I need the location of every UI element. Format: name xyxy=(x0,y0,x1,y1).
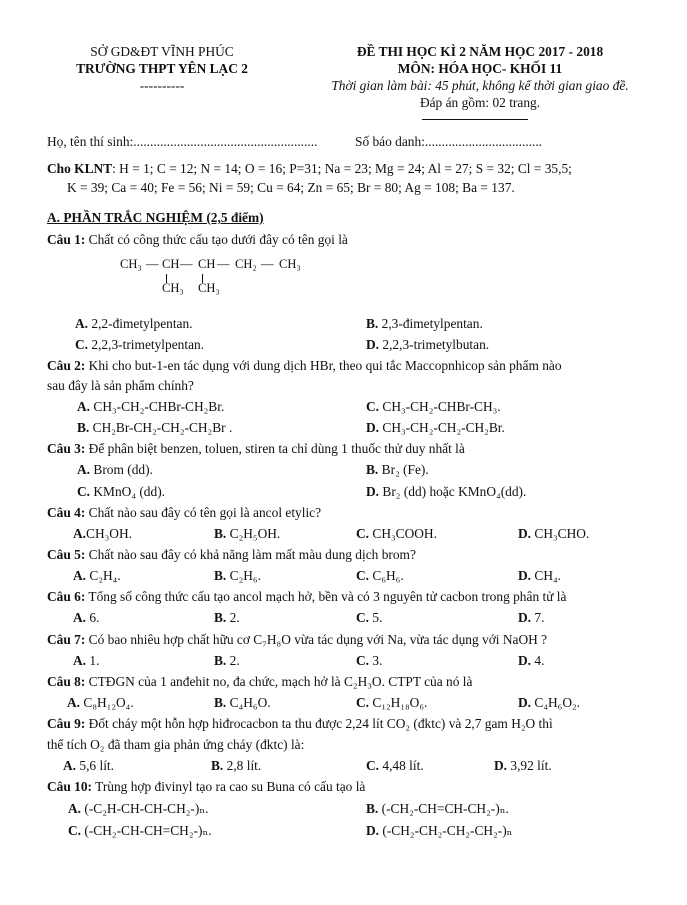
question-3: Câu 3: Để phân biệt benzen, toluen, stiren ta chỉ dùng 1 thuốc thử duy nhất là xyxy=(47,441,465,456)
q2-option-c[interactable]: C. CH₃-CH₂-CHBr-CH₃. xyxy=(366,399,501,414)
q3-option-d[interactable]: D. Br₂ (dd) hoặc KMnO₄(dd). xyxy=(366,484,527,499)
question-10: Câu 10: Trùng hợp đivinyl tạo ra cao su Buna có cấu tạo là xyxy=(47,779,366,794)
exam-title: ĐỀ THI HỌC KÌ 2 NĂM HỌC 2017 - 2018 xyxy=(356,44,604,59)
student-name-field: Họ, tên thí sinh:....................................................... xyxy=(47,134,318,149)
struct-ch2: CH₂ xyxy=(235,257,257,271)
q8-option-d[interactable]: D. C₄H₆O₂. xyxy=(518,695,581,710)
exam-time: Thời gian làm bài: 45 phút, không kể thời gian giao đề. xyxy=(331,78,629,93)
q6-option-d[interactable]: D. 7. xyxy=(518,610,545,625)
q9-option-c[interactable]: C. 4,48 lít. xyxy=(366,758,424,773)
q1-option-c[interactable]: C. 2,2,3-trimetylpentan. xyxy=(75,337,205,352)
q4-option-d[interactable]: D. CH₃CHO. xyxy=(518,526,590,541)
q5-option-d[interactable]: D. CH₄. xyxy=(518,568,562,583)
q2-option-a[interactable]: A. CH₃-CH₂-CHBr-CH₂Br. xyxy=(77,399,225,414)
struct-sub-ch3-1: CH₃ xyxy=(162,281,184,295)
q9-option-d[interactable]: D. 3,92 lít. xyxy=(494,758,552,773)
question-1: Câu 1: Chất có công thức cấu tạo dưới đây có tên gọi là xyxy=(47,232,348,247)
q5-option-a[interactable]: A. C₂H₄. xyxy=(73,568,121,583)
q4-option-a[interactable]: A.CH₃OH. xyxy=(73,526,132,541)
school-name: TRƯỜNG THPT YÊN LẠC 2 xyxy=(76,61,248,76)
department-name: SỞ GD&ĐT VĨNH PHÚC xyxy=(90,44,234,59)
question-8: Câu 8: CTĐGN của 1 anđehit no, đa chức, mạch hở là C₂H₃O. CTPT của nó là xyxy=(47,674,473,689)
q10-option-d[interactable]: D. (-CH₂-CH₂-CH₂-CH₂-)ₙ xyxy=(366,823,513,838)
q5-option-b[interactable]: B. C₂H₆. xyxy=(214,568,261,583)
q1-option-a[interactable]: A. 2,2-đimetylpentan. xyxy=(75,316,193,331)
question-9-cont: thể tích O₂ đã tham gia phản ứng cháy (đktc) là: xyxy=(47,737,305,752)
question-4: Câu 4: Chất nào sau đây có tên gọi là ancol etylic? xyxy=(47,505,322,520)
exam-subject: MÔN: HÓA HỌC- KHỐI 11 xyxy=(397,61,563,76)
question-2-cont: sau đây là sản phẩm chính? xyxy=(47,378,194,393)
atomic-mass-line-1: Cho KLNT: H = 1; C = 12; N = 14; O = 16; P=31; Na = 23; Mg = 24; Al = 27; S = 32; Cl = 35,5; xyxy=(47,161,572,176)
question-5: Câu 5: Chất nào sau đây có khả năng làm mất màu dung dịch brom? xyxy=(47,547,416,562)
q7-option-d[interactable]: D. 4. xyxy=(518,653,545,668)
q3-option-a[interactable]: A. Brom (dd). xyxy=(77,462,153,477)
q9-option-a[interactable]: A. 5,6 lít. xyxy=(63,758,114,773)
q6-option-a[interactable]: A. 6. xyxy=(73,610,100,625)
struct-ch-2: CH xyxy=(198,257,216,271)
q4-option-b[interactable]: B. C₂H₅OH. xyxy=(214,526,281,541)
q8-option-a[interactable]: A. C₈H₁₂O₄. xyxy=(67,695,134,710)
q10-option-c[interactable]: C. (-CH₂-CH-CH=CH₂-)ₙ. xyxy=(68,823,212,838)
q6-option-c[interactable]: C. 5. xyxy=(356,610,383,625)
section-a-heading: A. PHẦN TRẮC NGHIỆM (2,5 điểm) xyxy=(47,210,264,225)
struct-ch3-right: CH₃ xyxy=(279,257,301,271)
header-rule xyxy=(422,119,528,120)
question-2: Câu 2: Khi cho but-1-en tác dụng với dung dịch HBr, theo qui tắc Maccopnhicop sản phẩm nào xyxy=(47,358,562,373)
question-6: Câu 6: Tổng số công thức cấu tạo ancol mạch hở, bền và có 3 nguyên tử cacbon trong phân tử là xyxy=(47,589,567,604)
header-dashes: ---------- xyxy=(139,78,185,93)
q4-option-c[interactable]: C. CH₃COOH. xyxy=(356,526,437,541)
q7-option-c[interactable]: C. 3. xyxy=(356,653,383,668)
student-id-field: Số báo danh:................................... xyxy=(355,134,543,149)
atomic-mass-line-2: K = 39; Ca = 40; Fe = 56; Ni = 59; Cu = 64; Zn = 65; Br = 80; Ag = 108; Ba = 137. xyxy=(67,180,515,195)
question-7: Câu 7: Có bao nhiêu hợp chất hữu cơ C₇H₈O vừa tác dụng với Na, vừa tác dụng với NaOH ? xyxy=(47,632,548,647)
question-9: Câu 9: Đốt cháy một hỗn hợp hiđrocacbon ta thu được 2,24 lít CO₂ (đktc) và 2,7 gam H₂O thì xyxy=(47,716,553,731)
q6-option-b[interactable]: B. 2. xyxy=(214,610,240,625)
q8-option-c[interactable]: C. C₁₂H₁₈O₆. xyxy=(356,695,428,710)
q2-option-b[interactable]: B. CH₂Br-CH₂-CH₂-CH₂Br . xyxy=(77,420,233,435)
exam-pages: Đáp án gồm: 02 trang. xyxy=(419,95,541,110)
q1-option-d[interactable]: D. 2,2,3-trimetylbutan. xyxy=(366,337,490,352)
struct-ch-1: CH xyxy=(162,257,180,271)
struct-sub-ch3-2: CH₃ xyxy=(198,281,220,295)
q7-option-b[interactable]: B. 2. xyxy=(214,653,240,668)
q3-option-c[interactable]: C. KMnO₄ (dd). xyxy=(77,484,166,499)
q3-option-b[interactable]: B. Br₂ (Fe). xyxy=(366,462,429,477)
q1-option-b[interactable]: B. 2,3-đimetylpentan. xyxy=(366,316,483,331)
q5-option-c[interactable]: C. C₆H₆. xyxy=(356,568,404,583)
q7-option-a[interactable]: A. 1. xyxy=(73,653,100,668)
q10-option-b[interactable]: B. (-CH₂-CH=CH-CH₂-)ₙ. xyxy=(366,801,509,816)
q10-option-a[interactable]: A. (-C₂H-CH-CH-CH₂-)ₙ. xyxy=(68,801,209,816)
q2-option-d[interactable]: D. CH₃-CH₂-CH₂-CH₂Br. xyxy=(366,420,505,435)
q8-option-b[interactable]: B. C₄H₆O. xyxy=(214,695,271,710)
struct-ch3-left: CH₃ xyxy=(120,257,142,271)
q9-option-b[interactable]: B. 2,8 lít. xyxy=(211,758,262,773)
